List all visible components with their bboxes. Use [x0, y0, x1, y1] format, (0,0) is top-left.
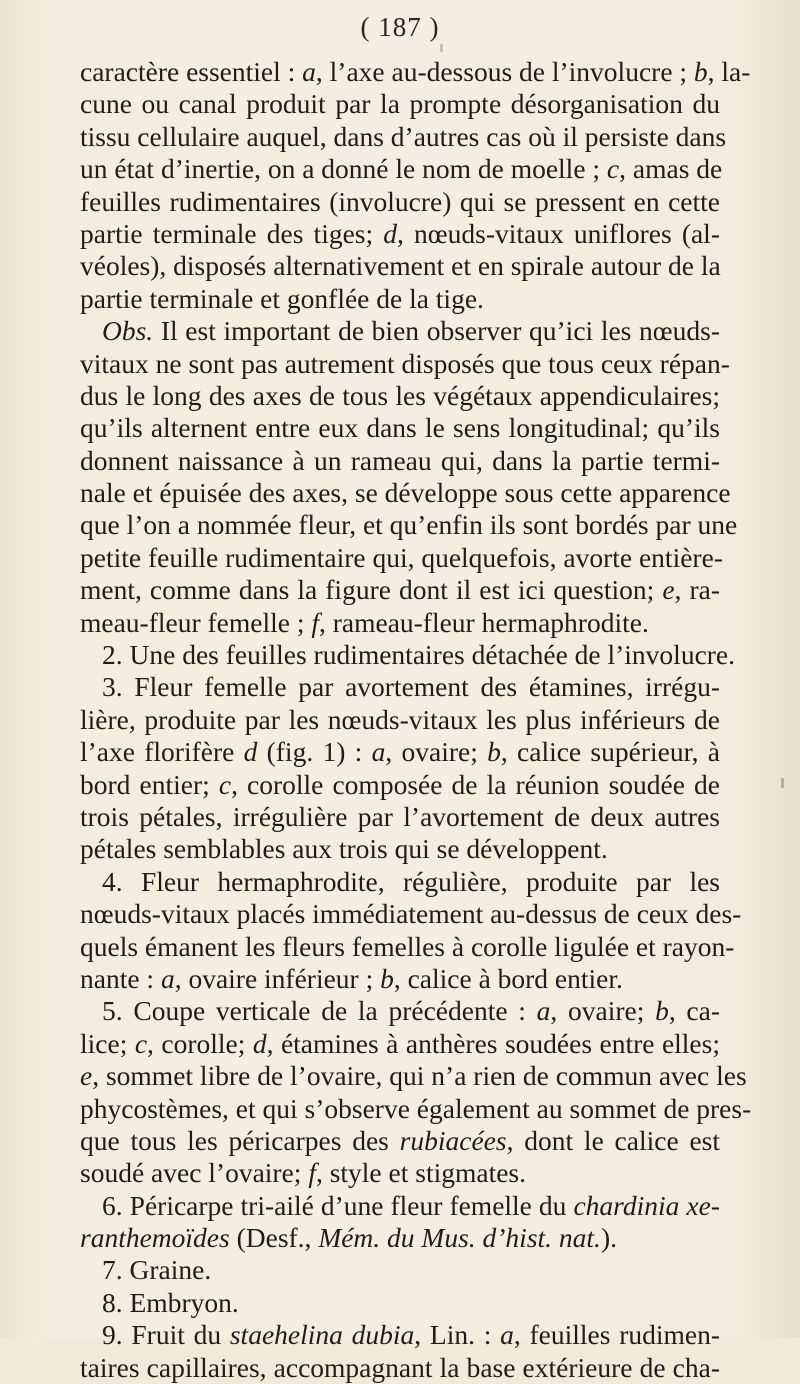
text-line: [80, 671, 720, 703]
text-segment: taires capillaires, accompagnant la base extérieure de cha-: [80, 1351, 720, 1383]
text-line: [80, 736, 720, 768]
italic-text: b: [693, 56, 708, 87]
text-segment: soudé avec l’ovaire;: [80, 1157, 309, 1189]
text-segment: , dont le calice est: [506, 1124, 720, 1156]
text-line: [80, 1287, 720, 1319]
italic-text: a: [160, 962, 175, 994]
italic-text: staehelina dubia: [229, 1319, 415, 1351]
italic-text: c: [218, 768, 232, 800]
text-segment: nale et épuisée des axes, se développe sous cette apparence: [80, 477, 731, 509]
text-line: [80, 186, 720, 218]
italic-text: b: [655, 995, 669, 1027]
text-segment: , rameau-fleur hermaphrodite.: [318, 606, 649, 638]
text-segment: caractère essentiel :: [80, 56, 303, 87]
text-segment: 4. Fleur hermaphrodite, régulière, produite par les: [102, 865, 720, 897]
italic-text: d: [252, 1027, 267, 1059]
text-line: [80, 574, 720, 606]
text-segment: , calice supérieur, à: [500, 736, 720, 768]
text-line: [80, 1319, 720, 1351]
text-segment: donnent naissance à un rameau qui, dans la partie termi-: [80, 444, 720, 476]
text-segment: nante :: [80, 962, 161, 994]
text-segment: que tous les péricarpes des: [80, 1124, 400, 1156]
italic-text: e: [662, 574, 675, 606]
text-line: [80, 347, 730, 380]
text-segment: , l’axe au-dessous de l’involucre ;: [315, 56, 694, 87]
text-segment: , Lin. :: [414, 1319, 501, 1351]
text-segment: lice;: [80, 1027, 135, 1059]
text-segment: ).: [600, 1222, 617, 1254]
text-segment: petite feuille rudimentaire qui, quelquefois, avorte entière-: [80, 541, 723, 573]
text-line: [80, 930, 735, 963]
text-line: [80, 445, 720, 477]
italic-text: c: [134, 1027, 148, 1059]
italic-text: a: [536, 995, 551, 1027]
italic-text: d: [243, 736, 258, 768]
text-line: [80, 866, 720, 898]
text-line: [80, 704, 720, 736]
text-line: [80, 1125, 720, 1157]
text-line: [80, 898, 742, 930]
italic-text: b: [487, 736, 501, 768]
text-segment: 2. Une des feuilles rudimentaires détachée de l’involucre.: [102, 639, 736, 671]
text-line: [80, 1092, 752, 1125]
italic-text: f: [311, 606, 319, 638]
italic-text: e: [80, 1060, 93, 1092]
text-line: [80, 1060, 747, 1092]
text-segment: lière, produite par les nœuds-vitaux les plus inférieurs de: [80, 703, 720, 735]
text-segment: partie terminale et gonflée de la tige.: [80, 282, 484, 314]
text-segment: véoles), disposés alternativement et en spirale autour de la: [80, 250, 721, 282]
text-segment: 5. Coupe verticale de la précédente :: [102, 995, 537, 1027]
text-line: [80, 1352, 720, 1384]
text-line: [80, 120, 727, 153]
text-line: [80, 1222, 720, 1254]
text-segment: dus le long des axes de tous les végétaux appendiculaires;: [80, 379, 720, 411]
text-segment: vitaux ne sont pas autrement disposés que tous ceux répan-: [80, 347, 730, 379]
text-line: [80, 769, 720, 801]
text-segment: un état d’inertie, on a donné le nom de moelle ;: [80, 153, 607, 185]
page-number: ( 187 ): [360, 12, 440, 42]
text-segment: 8. Embryon.: [102, 1286, 239, 1318]
text-segment: 6. Péricarpe tri-ailé d’une fleur femelle du: [102, 1189, 574, 1221]
text-line: [80, 1157, 720, 1189]
text-line: [80, 801, 720, 833]
italic-text: ranthemoïdes: [80, 1222, 230, 1254]
text-segment: , amas de: [619, 153, 723, 185]
italic-text: a: [371, 736, 386, 768]
text-segment: , sommet libre de l’ovaire, qui n’a rien de commun avec les: [92, 1060, 747, 1092]
text-line: [80, 380, 720, 412]
text-segment: (fig. 1) :: [257, 736, 372, 768]
text-segment: partie terminale des tiges;: [80, 217, 384, 249]
italic-text: b: [380, 962, 394, 994]
text-segment: , la-: [707, 56, 751, 87]
text-line: [80, 218, 720, 250]
text-line: [80, 509, 738, 541]
italic-text: f: [308, 1157, 316, 1189]
italic-text: a: [500, 1319, 514, 1351]
italic-text: rubiacées: [399, 1124, 507, 1156]
text-line: [80, 250, 720, 282]
text-segment: nœuds-vitaux placés immédiatement au-dessus de ceux des-: [80, 898, 742, 930]
text-segment: cune ou canal produit par la prompte désorganisation du: [80, 88, 720, 120]
text-segment: feuilles rudimentaires (involucre) qui se pressent en cette: [80, 185, 720, 217]
text-segment: trois pétales, irrégulière par l’avortement de deux autres: [80, 800, 720, 832]
text-segment: , feuilles rudimen-: [513, 1319, 720, 1351]
text-segment: ment, comme dans la figure dont il est ici question;: [80, 574, 663, 606]
text-segment: bord entier;: [80, 768, 219, 800]
text-segment: , étamines à anthères soudées entre elles;: [266, 1027, 720, 1059]
text-line: [80, 1028, 720, 1060]
text-segment: que l’on a nommée fleur, et qu’enfin ils sont bordés par une: [80, 509, 738, 541]
text-segment: meau-fleur femelle ;: [80, 606, 312, 638]
text-line: [80, 995, 720, 1027]
text-line: [80, 1254, 720, 1286]
text-line: [80, 56, 751, 88]
text-segment: , ca-: [668, 995, 720, 1027]
text-line: [80, 639, 736, 671]
text-segment: 3. Fleur femelle par avortement des étamines, irrégu-: [102, 671, 720, 703]
text-line: [80, 963, 720, 995]
text-line: [80, 153, 723, 185]
text-segment: , calice à bord entier.: [393, 962, 623, 994]
text-segment: 7. Graine.: [102, 1254, 212, 1286]
text-segment: phycostèmes, et qui s’observe également au sommet de pres-: [80, 1092, 752, 1124]
text-segment: l’axe florifère: [80, 736, 244, 768]
text-segment: , corolle composée de la réunion soudée de: [231, 768, 721, 800]
text-line: [80, 833, 720, 865]
text-segment: tissu cellulaire auquel, dans d’autres cas où il persiste dans: [80, 120, 727, 152]
text-segment: , style et stigmates.: [315, 1157, 526, 1189]
text-segment: quels émanent les fleurs femelles à corolle ligulée et rayon-: [80, 930, 735, 962]
text-line: [80, 283, 720, 315]
text-line: [80, 607, 720, 639]
italic-text: a: [302, 56, 316, 87]
italic-text: Mém. du Mus. d’hist. nat.: [318, 1222, 601, 1254]
text-segment: qu’ils alternent entre eux dans le sens longitudinal; qu’ils: [80, 412, 720, 444]
text-segment: 9. Fruit du: [102, 1319, 230, 1351]
margin-mark: [781, 778, 784, 788]
italic-text: chardinia xe-: [573, 1189, 720, 1221]
text-segment: , ovaire inférieur ;: [174, 962, 381, 994]
text-line: [80, 88, 720, 120]
italic-text: Obs.: [102, 315, 154, 347]
text-line: [80, 1190, 720, 1222]
text-line: [80, 477, 731, 509]
text-line: [80, 541, 723, 574]
text-line: [80, 315, 720, 347]
italic-text: c: [606, 153, 620, 185]
text-segment: pétales semblables aux trois qui se développent.: [80, 833, 608, 865]
text-segment: , ovaire;: [385, 736, 488, 768]
text-segment: (Desf.,: [229, 1222, 319, 1254]
text-segment: , nœuds-vitaux uniflores (al-: [397, 217, 720, 249]
text-segment: , corolle;: [147, 1027, 253, 1059]
body-text: [80, 56, 752, 1384]
paper-spot: [440, 44, 443, 52]
italic-text: d: [383, 217, 398, 249]
text-segment: , ovaire;: [550, 995, 656, 1027]
text-segment: Il est important de bien observer qu’ici les nœuds-: [153, 315, 720, 347]
text-segment: , ra-: [674, 574, 720, 606]
text-line: [80, 412, 720, 444]
